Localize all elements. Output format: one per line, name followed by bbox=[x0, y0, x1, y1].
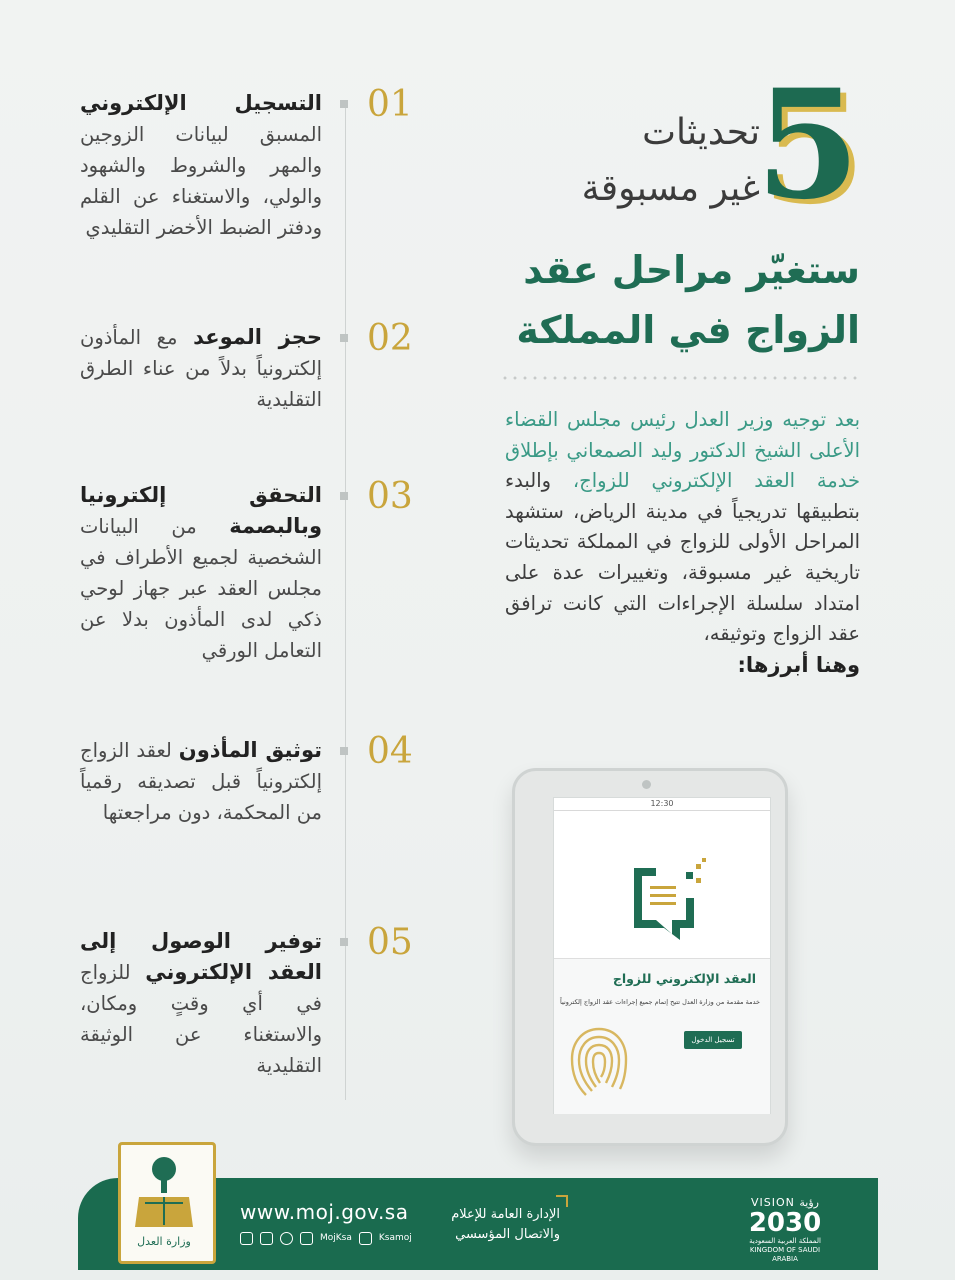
social-handle-1[interactable]: MojKsa bbox=[320, 1233, 352, 1243]
item-text: التسجيل الإلكتروني المسبق لبيانات الزوجين والمهر والشروط والشهود والولي، والاستغناء عن القلم ودفتر الضبط الأخضر التقليدي bbox=[80, 91, 322, 239]
snapchat-icon[interactable] bbox=[280, 1232, 293, 1245]
department-name: الإدارة العامة للإعلام والاتصال المؤسسي bbox=[451, 1207, 560, 1242]
social-links bbox=[240, 1231, 412, 1245]
instagram-icon[interactable] bbox=[260, 1232, 273, 1245]
bullet-square bbox=[340, 492, 348, 500]
hero-title bbox=[520, 57, 860, 233]
item-text: توفير الوصول إلى العقد الإلكتروني للزواج في أي وقتٍ ومكان، والاستغناء عن الوثيقة التقليدية bbox=[80, 929, 322, 1077]
bullet-square bbox=[340, 100, 348, 108]
status-time: 12:30 bbox=[554, 798, 770, 811]
item-number: 02 bbox=[367, 318, 413, 359]
hero-line1: تحديثات bbox=[642, 112, 760, 153]
intro-highlight: بعد توجيه وزير العدل رئيس مجلس القضاء الأعلى الشيخ الدكتور وليد الصمعاني بإطلاق خدمة العقد الإلكتروني للزواج، bbox=[505, 408, 861, 493]
social-handle-2[interactable]: Ksamoj bbox=[378, 1233, 412, 1243]
item-text: توثيق المأذون لعقد الزواج إلكترونياً قبل تصديقه رقمياً من المحكمة، دون مراجعتها bbox=[80, 738, 322, 824]
website-link[interactable]: www.moj.gov.sa bbox=[240, 1200, 409, 1224]
item-text: حجز الموعد مع المأذون إلكترونياً بدلاً من عناء الطرق التقليدية bbox=[80, 325, 322, 411]
vision-country-ar: المملكة العربية السعودية bbox=[749, 1237, 821, 1245]
item-number: 01 bbox=[367, 84, 413, 125]
youtube-icon[interactable] bbox=[359, 1232, 372, 1245]
bullet-square bbox=[340, 334, 348, 342]
subtitle bbox=[480, 240, 860, 360]
emblem-text: وزارة العدل bbox=[137, 1235, 191, 1248]
twitter-icon[interactable] bbox=[240, 1232, 253, 1245]
vision-label: VISION رؤية bbox=[751, 1196, 819, 1209]
contract-logo-icon bbox=[626, 858, 706, 940]
hero-line2: غير مسبوقة bbox=[581, 168, 760, 209]
tablet-camera bbox=[642, 780, 651, 789]
item-number: 05 bbox=[367, 922, 413, 963]
app-title: العقد الإلكتروني للزواج bbox=[612, 971, 756, 986]
ministry-logo-icon bbox=[121, 1145, 207, 1255]
login-button[interactable]: تسجيل الدخول bbox=[684, 1031, 742, 1049]
intro-rest: والبدء بتطبيقها تدريجياً في مدينة الرياض، ستشهد المراحل الأولى للزواج في المملكة تحديثات تاريخية غير مسبوقة، وتغييرات عدة على امتداد سلسلة الإجراءات التي كانت ترافق عقد الزواج وتوثيقه، bbox=[505, 469, 860, 646]
bullet-square bbox=[340, 938, 348, 946]
ministry-emblem bbox=[118, 1142, 216, 1264]
tablet-screen bbox=[553, 797, 771, 1114]
intro-paragraph bbox=[505, 405, 860, 681]
fingerprint-icon bbox=[564, 1019, 634, 1099]
subtitle-line1: ستغيّر مراحل عقد bbox=[523, 248, 860, 292]
vision-country-en: KINGDOM OF SAUDI ARABIA bbox=[749, 1246, 821, 1263]
dotted-divider bbox=[500, 376, 860, 380]
bullet-square bbox=[340, 747, 348, 755]
tablet-illustration bbox=[512, 768, 788, 1146]
subtitle-line2: الزواج في المملكة bbox=[516, 308, 860, 352]
item-text: التحقق إلكترونيا وبالبصمة من البيانات الشخصية لجميع الأطراف في مجلس العقد عبر جهاز لوحي ذكي لدى المأذون بدلا عن التعامل الورقي bbox=[80, 483, 322, 662]
app-panel bbox=[554, 958, 770, 1114]
hero-number: 5 bbox=[755, 57, 860, 233]
intro-closing: وهنا أبرزها: bbox=[737, 652, 860, 677]
timeline-rail bbox=[345, 100, 346, 1100]
app-description: خدمة مقدمة من وزارة العدل تتيح إتمام جميع إجراءات عقد الزواج إلكترونياً bbox=[560, 998, 760, 1006]
linkedin-icon[interactable] bbox=[300, 1232, 313, 1245]
item-number: 03 bbox=[367, 476, 413, 517]
vision-2030-logo bbox=[740, 1196, 830, 1264]
item-number: 04 bbox=[367, 731, 413, 772]
vision-year: 2030 bbox=[748, 1208, 822, 1238]
